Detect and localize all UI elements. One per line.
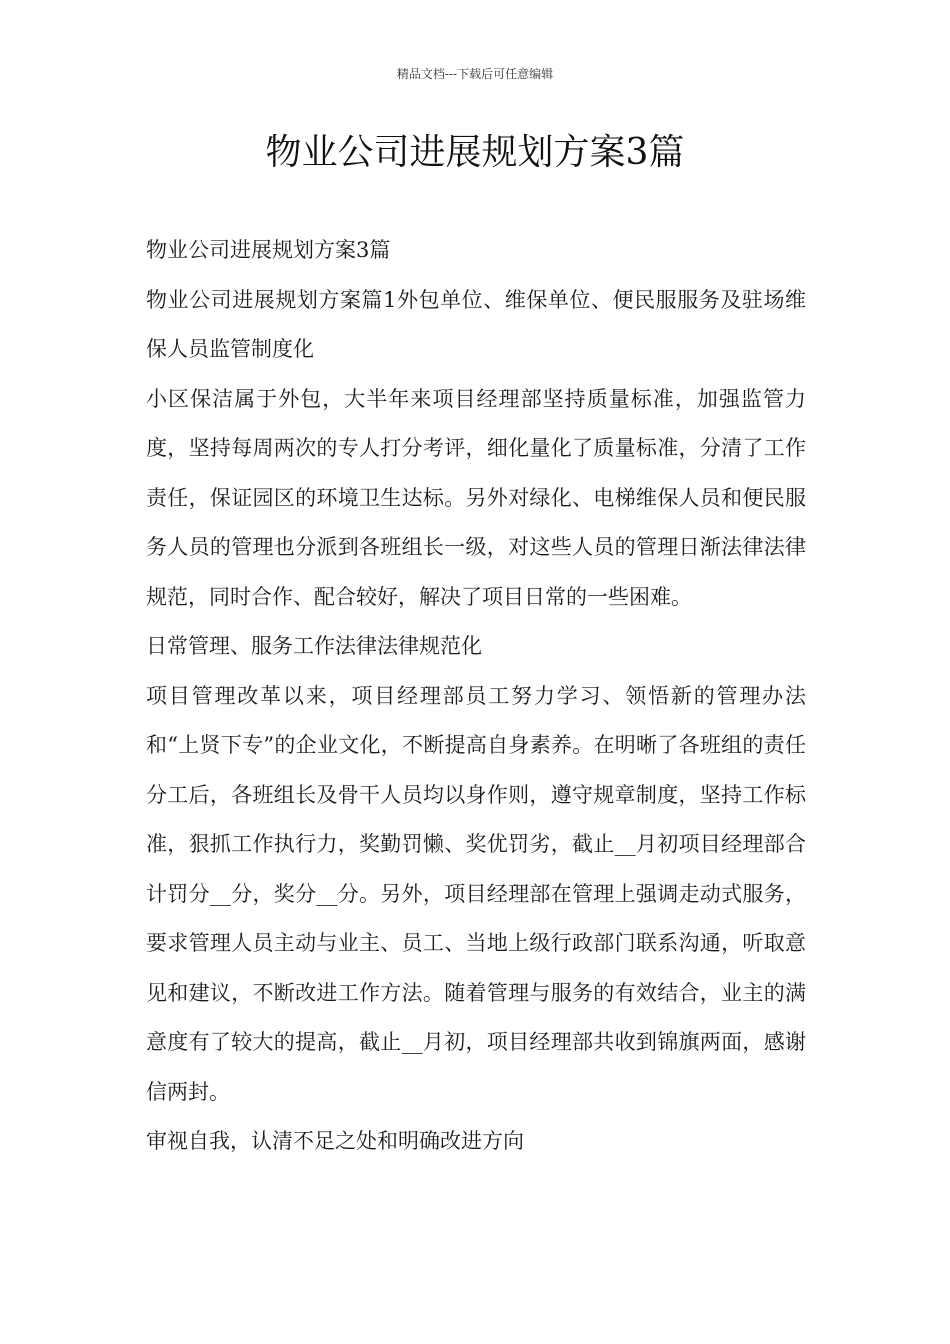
paragraph: 审视自我，认清不足之处和明确改进方向 (146, 1129, 524, 1153)
paragraph: 物业公司进展规划方案篇1外包单位、维保单位、便民服服务及驻场维保人员监管制度化 (146, 287, 806, 361)
document-title: 物业公司进展规划方案3篇 (265, 132, 685, 173)
paragraph: 物业公司进展规划方案3篇 (146, 238, 391, 262)
paragraph: 项目管理改革以来，项目经理部员工努力学习、领悟新的管理办法和“上贤下专”的企业文化，不断提高自身素养。在明晰了各班组的责任分工后，各班组长及骨干人员均以身作则，遵守规章制度，坚持工作标准，狠抓工作执行力，奖勤罚懒、奖优罚劣，截止__月初项目经理部合计罚分__分，奖分__分。另外，项目经理部在管理上强调走动式服务，要求管理人员主动与业主、员工、当地上级行政部门联系沟通，听取意见和建议，不断改进工作方法。随着管理与服务的有效结合，业主的满意度有了较大的提高，截止__月初，项目经理部共收到锦旗两面，感谢信两封。 (146, 683, 806, 1104)
header-note: 精品文档---下载后可任意编辑 (396, 67, 554, 81)
paragraph: 小区保洁属于外包，大半年来项目经理部坚持质量标准，加强监管力度，坚持每周两次的专人打分考评，细化量化了质量标准，分清了工作责任，保证园区的环境卫生达标。另外对绿化、电梯维保人员和便民服务人员的管理也分派到各班组长一级，对这些人员的管理日渐法律法律规范，同时合作、配合较好，解决了项目日常的一些困难。 (146, 386, 806, 609)
paragraph: 日常管理、服务工作法律法律规范化 (146, 634, 482, 658)
document-body (146, 226, 806, 1167)
